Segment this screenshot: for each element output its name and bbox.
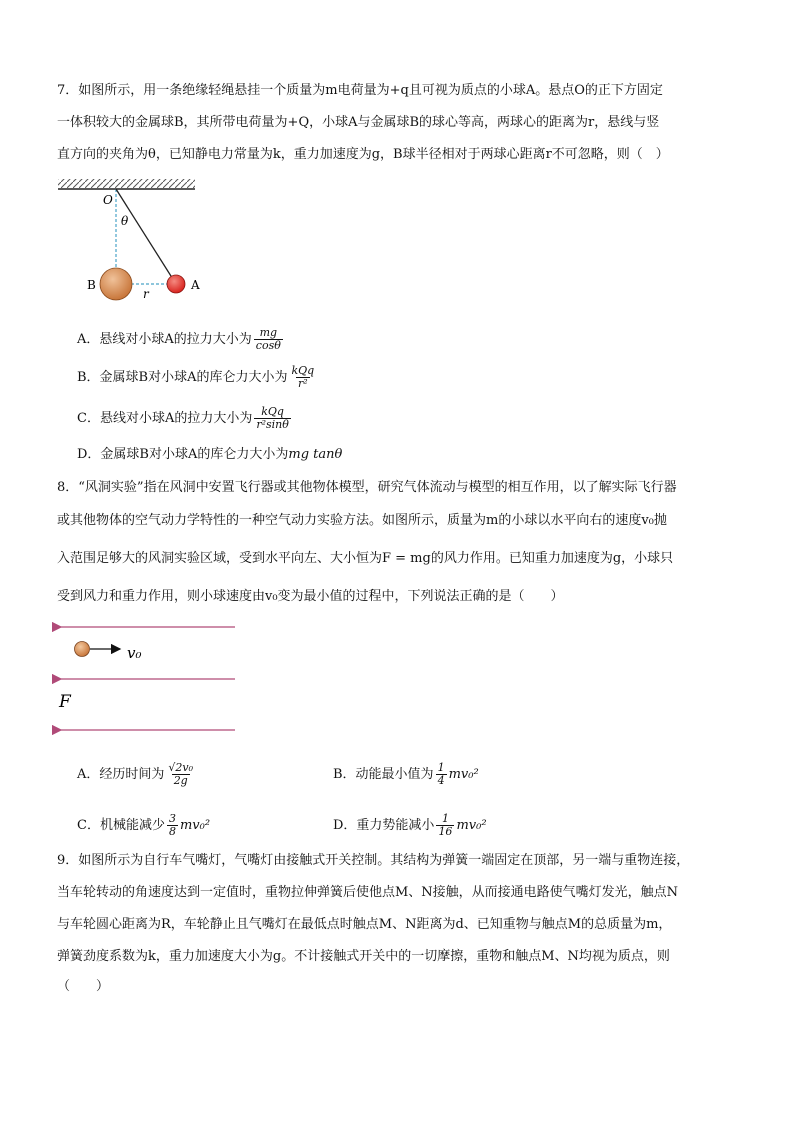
q8-option-b-text: B．动能最小值为	[333, 767, 434, 782]
q7-option-b-text: B．金属球B对小球A的库仑力大小为	[77, 370, 288, 385]
q7-option-d-text: D．金属球B对小球A的库仑力大小为	[77, 447, 289, 462]
q8-wind-tunnel-figure	[55, 616, 240, 738]
q8-option-d-text: D．重力势能减小	[333, 818, 435, 833]
q8-stem-line-4: 受到风力和重力作用，则小球速度由v₀变为最小值的过程中，下列说法正确的是（ ）	[57, 589, 564, 604]
q7-option-b-fraction: $\frac{\text{kQq}}{\text{r²}}$	[291, 364, 315, 390]
q7-option-c[interactable]	[77, 406, 293, 431]
label-theta: θ	[121, 214, 129, 228]
q8-stem-line-1: 8．“风洞实验”指在风洞中安置飞行器或其他物体模型，研究气体流动与模型的相互作用，以了解实际飞行器	[57, 480, 677, 495]
q8-option-a-fraction: $\frac{\text{√2v₀}}{2g}$	[168, 761, 194, 787]
label-A: A	[191, 278, 200, 292]
q8-option-b-fraction: $\frac{1}{4}$	[437, 761, 445, 787]
suspension-string	[116, 189, 176, 284]
label-v0: v₀	[127, 644, 142, 662]
q8-option-d[interactable]	[333, 813, 487, 838]
small-ball-A	[167, 275, 185, 293]
q7-option-a-fraction: $\frac{mg}{\cos\theta}$	[255, 326, 281, 352]
label-O: O	[103, 193, 113, 207]
q9-stem-line-2: 当车轮转动的角速度达到一定值时，重物拉伸弹簧后使他点M、N接触，从而接通电路使气嘴灯发光，触点N	[57, 885, 679, 900]
q9-stem-line-3: 与车轮圆心距离为R，车轮静止且气嘴灯在最低点时触点M、N距离为d、已知重物与触点M的总质量为m，	[57, 917, 672, 932]
q8-option-c-fraction: $\frac{3}{8}$	[168, 812, 176, 838]
q9-stem-line-4: 弹簧劲度系数为k，重力加速度大小为g。不计接触式开关中的一切摩擦，重物和触点M、N均视为质点，则	[57, 949, 670, 964]
q7-option-a-text: A．悬线对小球A的拉力大小为	[77, 332, 252, 347]
q8-option-c-text: C．机械能减少	[77, 818, 165, 833]
q8-option-a-text: A．经历时间为	[77, 767, 165, 782]
label-B: B	[87, 278, 96, 292]
ceiling-hatch	[58, 179, 195, 188]
q9-stem-line-5: （ ）	[57, 979, 110, 994]
metal-ball-B	[100, 268, 132, 300]
q7-option-c-text: C．悬线对小球A的拉力大小为	[77, 411, 253, 426]
q8-stem-line-2: 或其他物体的空气动力学特性的一种空气动力实验方法。如图所示，质量为m的小球以水平向右的速度v₀抛	[57, 513, 667, 528]
q8-option-b[interactable]	[333, 762, 479, 787]
q7-option-a[interactable]	[77, 327, 285, 352]
q7-pendulum-figure	[55, 176, 205, 301]
q7-stem-line-3: 直方向的夹角为θ，已知静电力常量为k，重力加速度为g，B球半径相对于两球心距离r不可忽略，则（ ）	[57, 147, 669, 162]
q8-option-c-expression: mv₀²	[179, 818, 211, 833]
q9-stem-line-1: 9．如图所示为自行车气嘴灯，气嘴灯由接触式开关控制。其结构为弹簧一端固定在顶部，另一端与重物连接，	[57, 853, 690, 868]
q7-stem-line-1: 7．如图所示，用一条绝缘轻绳悬挂一个质量为m电荷量为+q且可视为质点的小球A。悬点O的正下方固定	[57, 83, 663, 98]
q8-option-d-expression: mv₀²	[456, 818, 487, 833]
q7-option-c-fraction: $\frac{\text{kQq}}{\text{r²sinθ}}$	[256, 405, 289, 431]
q8-option-c[interactable]	[77, 813, 210, 838]
q7-option-d-expression: mg tanθ	[288, 447, 343, 462]
q7-stem-line-2: 一体积较大的金属球B，其所带电荷量为+Q，小球A与金属球B的球心等高，两球心的距离为r，悬线与竖	[57, 115, 660, 130]
small-ball	[75, 642, 90, 657]
q8-option-d-fraction: $\frac{1}{16}$	[438, 812, 453, 838]
q7-option-d[interactable]	[77, 446, 342, 464]
label-r: r	[143, 287, 149, 301]
q8-option-a[interactable]	[77, 762, 197, 787]
q8-option-b-expression: mv₀²	[448, 767, 479, 782]
label-F: F	[59, 692, 71, 712]
q7-option-b[interactable]	[77, 365, 318, 390]
q8-stem-line-3: 入范围足够大的风洞实验区域，受到水平向左、大小恒为F = mg的风力作用。已知重力加速度为g，小球只	[57, 551, 674, 566]
